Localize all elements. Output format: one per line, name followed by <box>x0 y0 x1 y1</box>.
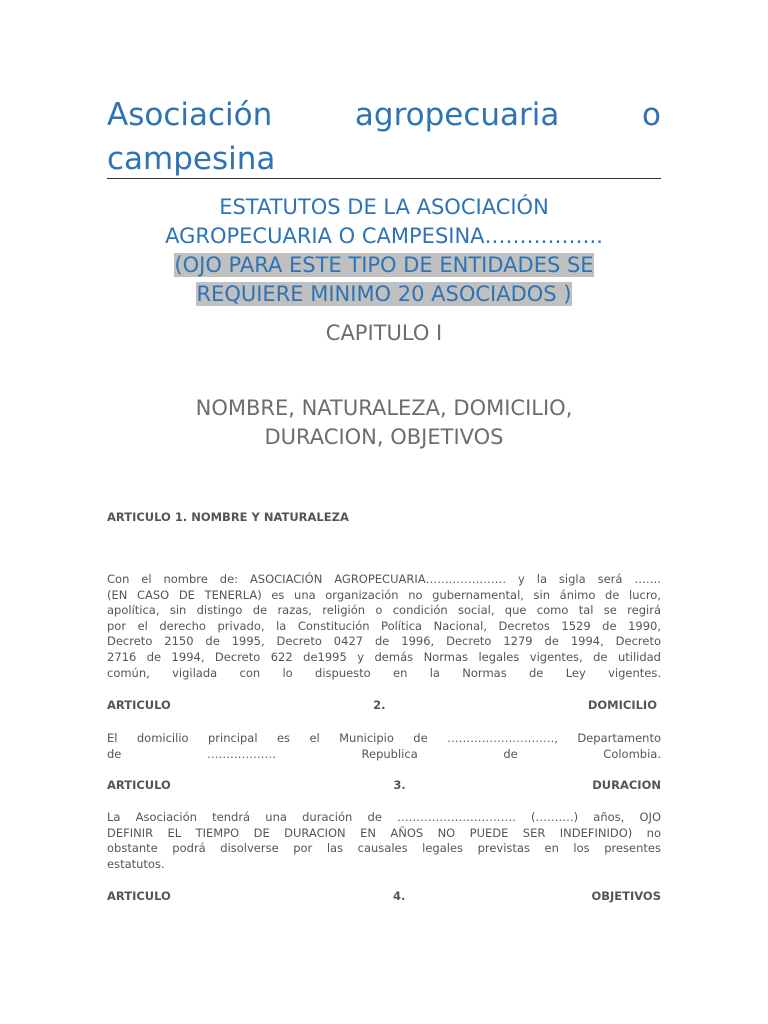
article-4-heading <box>107 889 661 903</box>
title-line-2: campesina <box>107 141 276 177</box>
article-3-line: obstante podrá disolverse por las causales legales previstas en los presentes <box>107 841 661 856</box>
highlighted-note-line-1: (OJO PARA ESTE TIPO DE ENTIDADES SE <box>174 253 594 277</box>
article-1-line: (EN CASO DE TENERLA) es una organización no gubernamental, sin ánimo de lucro, <box>107 587 661 602</box>
article-3-line: La Asociación tendrá una duración de …………………………. (……….) años, OJO <box>107 810 661 824</box>
subtitle-line-1: ESTATUTOS DE LA ASOCIACIÓN <box>219 195 549 219</box>
article-2-heading-number: 2. <box>373 698 386 712</box>
article-1-line: por el derecho privado, la Constitución Política Nacional, Decretos 1529 de 1990, <box>107 618 661 633</box>
statutes-subtitle <box>107 193 661 309</box>
article-3-heading-word: ARTICULO <box>107 778 171 792</box>
article-3-heading-title: DURACION <box>592 778 661 792</box>
title-underline <box>107 178 661 179</box>
article-1-body <box>107 572 661 681</box>
highlighted-note-line-2: REQUIERE MINIMO 20 ASOCIADOS ) <box>196 282 572 306</box>
article-2-line: de ……………… Republica de Colombia. <box>107 746 661 761</box>
article-3-heading-number: 3. <box>393 778 406 792</box>
document-title <box>107 93 661 181</box>
article-4-heading-title: OBJETIVOS <box>591 889 661 903</box>
title-word: agropecuaria <box>354 97 560 133</box>
article-2-body <box>107 731 661 762</box>
title-word: o <box>642 97 661 133</box>
article-1-heading: ARTICULO 1. NOMBRE Y NATURALEZA <box>107 510 349 524</box>
article-2-heading-word: ARTICULO <box>107 698 171 712</box>
article-2-line: El domicilio principal es el Municipio de ………………………., Departamento <box>107 731 661 745</box>
article-2-heading-title: DOMICILIO <box>587 698 657 712</box>
article-1-line: apolítica, sin distingo de razas, religión o condición social, que como tal se regirá <box>107 603 661 618</box>
chapter-label: CAPITULO I <box>325 321 443 345</box>
article-3-line: DEFINIR EL TIEMPO DE DURACION EN AÑOS NO PUEDE SER INDEFINIDO) no <box>107 825 661 840</box>
article-1-line: 2716 de 1994, Decreto 622 de1995 y demás Normas legales vigentes, de utilidad <box>107 649 661 664</box>
article-3-body <box>107 810 661 872</box>
chapter-subtitle <box>107 394 661 452</box>
subtitle-line-2: AGROPECUARIA O CAMPESINA…………….. <box>165 224 603 248</box>
article-4-heading-number: 4. <box>392 889 406 903</box>
title-line-1 <box>107 93 661 137</box>
article-1-line: Con el nombre de: ASOCIACIÓN AGROPECUARIA………………… y la sigla será ……. <box>107 572 661 586</box>
article-3-heading <box>107 778 661 792</box>
chapter-subtitle-line-2: DURACION, OBJETIVOS <box>264 425 504 449</box>
article-1-line: común, vigilada con lo dispuesto en la Normas de Ley vigentes. <box>107 665 661 680</box>
article-1-line: Decreto 2150 de 1995, Decreto 0427 de 1996, Decreto 1279 de 1994, Decreto <box>107 634 661 649</box>
article-3-line: estatutos. <box>107 856 165 871</box>
article-4-heading-word: ARTICULO <box>107 889 171 903</box>
title-word: Asociación <box>107 97 273 133</box>
chapter-subtitle-line-1: NOMBRE, NATURALEZA, DOMICILIO, <box>195 396 573 420</box>
article-2-heading <box>107 698 661 712</box>
